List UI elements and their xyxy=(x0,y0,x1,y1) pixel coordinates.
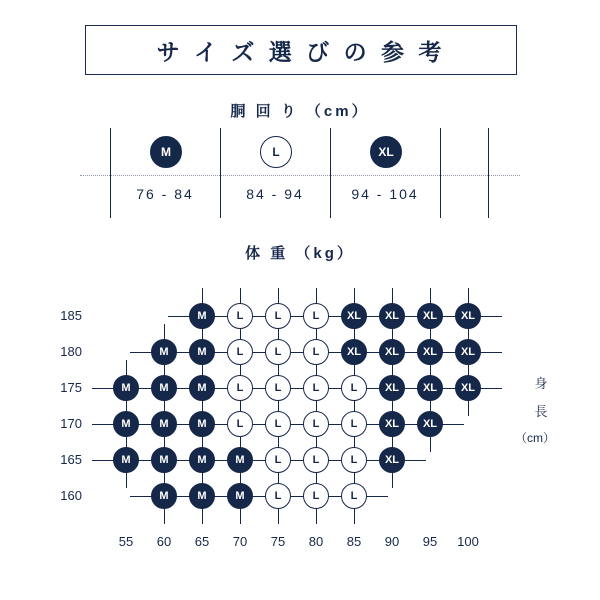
matrix-cell-m: M xyxy=(189,483,215,509)
x-tick-label: 100 xyxy=(457,534,479,549)
matrix-cell-xl: XL xyxy=(417,339,443,365)
y-tick-label: 160 xyxy=(60,488,82,503)
matrix-cell-l: L xyxy=(303,411,329,437)
matrix-cell-xl: XL xyxy=(417,375,443,401)
waist-gridline xyxy=(220,128,221,218)
matrix-cell-m: M xyxy=(189,411,215,437)
matrix-cell-xl: XL xyxy=(379,375,405,401)
matrix-cell-m: M xyxy=(189,339,215,365)
x-tick-label: 90 xyxy=(384,534,400,549)
matrix-cell-m: M xyxy=(151,483,177,509)
matrix-cell-m: M xyxy=(151,447,177,473)
x-tick-label: 55 xyxy=(118,534,134,549)
matrix-cell-m: M xyxy=(113,411,139,437)
matrix-gridline-horizontal xyxy=(92,460,426,461)
waist-size-badge-l: L xyxy=(260,136,292,168)
waist-range-xl: 94 - 104 xyxy=(351,186,419,202)
waist-size-badge-xl: XL xyxy=(370,136,402,168)
x-tick-label: 60 xyxy=(156,534,172,549)
matrix-cell-xl: XL xyxy=(341,339,367,365)
matrix-cell-l: L xyxy=(303,483,329,509)
waist-divider-dotted xyxy=(80,175,520,176)
size-matrix xyxy=(0,268,600,568)
matrix-cell-m: M xyxy=(227,483,253,509)
matrix-cell-m: M xyxy=(151,339,177,365)
matrix-cell-m: M xyxy=(189,447,215,473)
y-axis-title-line1: 身 xyxy=(534,376,548,391)
matrix-cell-l: L xyxy=(265,375,291,401)
waist-table xyxy=(80,128,520,218)
x-tick-label: 95 xyxy=(422,534,438,549)
matrix-cell-m: M xyxy=(151,411,177,437)
matrix-cell-l: L xyxy=(265,447,291,473)
waist-gridline xyxy=(110,128,111,218)
matrix-cell-xl: XL xyxy=(455,339,481,365)
waist-section-heading: 胴 回 り （cm） xyxy=(230,103,370,120)
matrix-cell-l: L xyxy=(265,411,291,437)
waist-gridline xyxy=(440,128,441,218)
matrix-cell-xl: XL xyxy=(455,375,481,401)
waist-range-l: 84 - 94 xyxy=(246,186,304,202)
matrix-cell-m: M xyxy=(189,303,215,329)
matrix-cell-l: L xyxy=(227,303,253,329)
matrix-cell-l: L xyxy=(341,411,367,437)
matrix-cell-l: L xyxy=(303,447,329,473)
waist-gridline xyxy=(330,128,331,218)
matrix-cell-m: M xyxy=(113,375,139,401)
matrix-cell-l: L xyxy=(341,447,367,473)
matrix-cell-xl: XL xyxy=(379,303,405,329)
matrix-cell-l: L xyxy=(227,411,253,437)
matrix-cell-m: M xyxy=(113,447,139,473)
y-tick-label: 185 xyxy=(60,308,82,323)
page-title: サ イ ズ 選 び の 参 考 xyxy=(156,38,446,65)
matrix-cell-l: L xyxy=(341,375,367,401)
y-tick-label: 170 xyxy=(60,416,82,431)
x-tick-label: 85 xyxy=(346,534,362,549)
y-axis-title-line2: 長 xyxy=(534,404,548,419)
y-tick-label: 165 xyxy=(60,452,82,467)
matrix-cell-xl: XL xyxy=(341,303,367,329)
matrix-gridline-horizontal xyxy=(168,316,502,317)
y-tick-label: 180 xyxy=(60,344,82,359)
matrix-cell-xl: XL xyxy=(417,303,443,329)
matrix-cell-m: M xyxy=(227,447,253,473)
waist-size-badge-m: M xyxy=(150,136,182,168)
x-tick-label: 65 xyxy=(194,534,210,549)
matrix-cell-l: L xyxy=(303,339,329,365)
matrix-cell-l: L xyxy=(303,303,329,329)
matrix-cell-xl: XL xyxy=(455,303,481,329)
matrix-cell-l: L xyxy=(265,303,291,329)
weight-section-heading: 体 重 （kg） xyxy=(245,245,355,262)
matrix-cell-l: L xyxy=(303,375,329,401)
matrix-cell-xl: XL xyxy=(379,339,405,365)
matrix-cell-l: L xyxy=(341,483,367,509)
matrix-cell-xl: XL xyxy=(379,411,405,437)
title-box xyxy=(85,25,517,75)
waist-gridline xyxy=(488,128,489,218)
matrix-cell-l: L xyxy=(265,339,291,365)
x-tick-label: 80 xyxy=(308,534,324,549)
matrix-cell-xl: XL xyxy=(379,447,405,473)
y-tick-label: 175 xyxy=(60,380,82,395)
matrix-cell-l: L xyxy=(227,339,253,365)
matrix-cell-l: L xyxy=(265,483,291,509)
matrix-cell-m: M xyxy=(189,375,215,401)
x-tick-label: 75 xyxy=(270,534,286,549)
x-tick-label: 70 xyxy=(232,534,248,549)
matrix-cell-m: M xyxy=(151,375,177,401)
matrix-cell-l: L xyxy=(227,375,253,401)
matrix-cell-xl: XL xyxy=(417,411,443,437)
y-axis-title-unit: （cm） xyxy=(515,431,555,445)
waist-range-m: 76 - 84 xyxy=(136,186,194,202)
